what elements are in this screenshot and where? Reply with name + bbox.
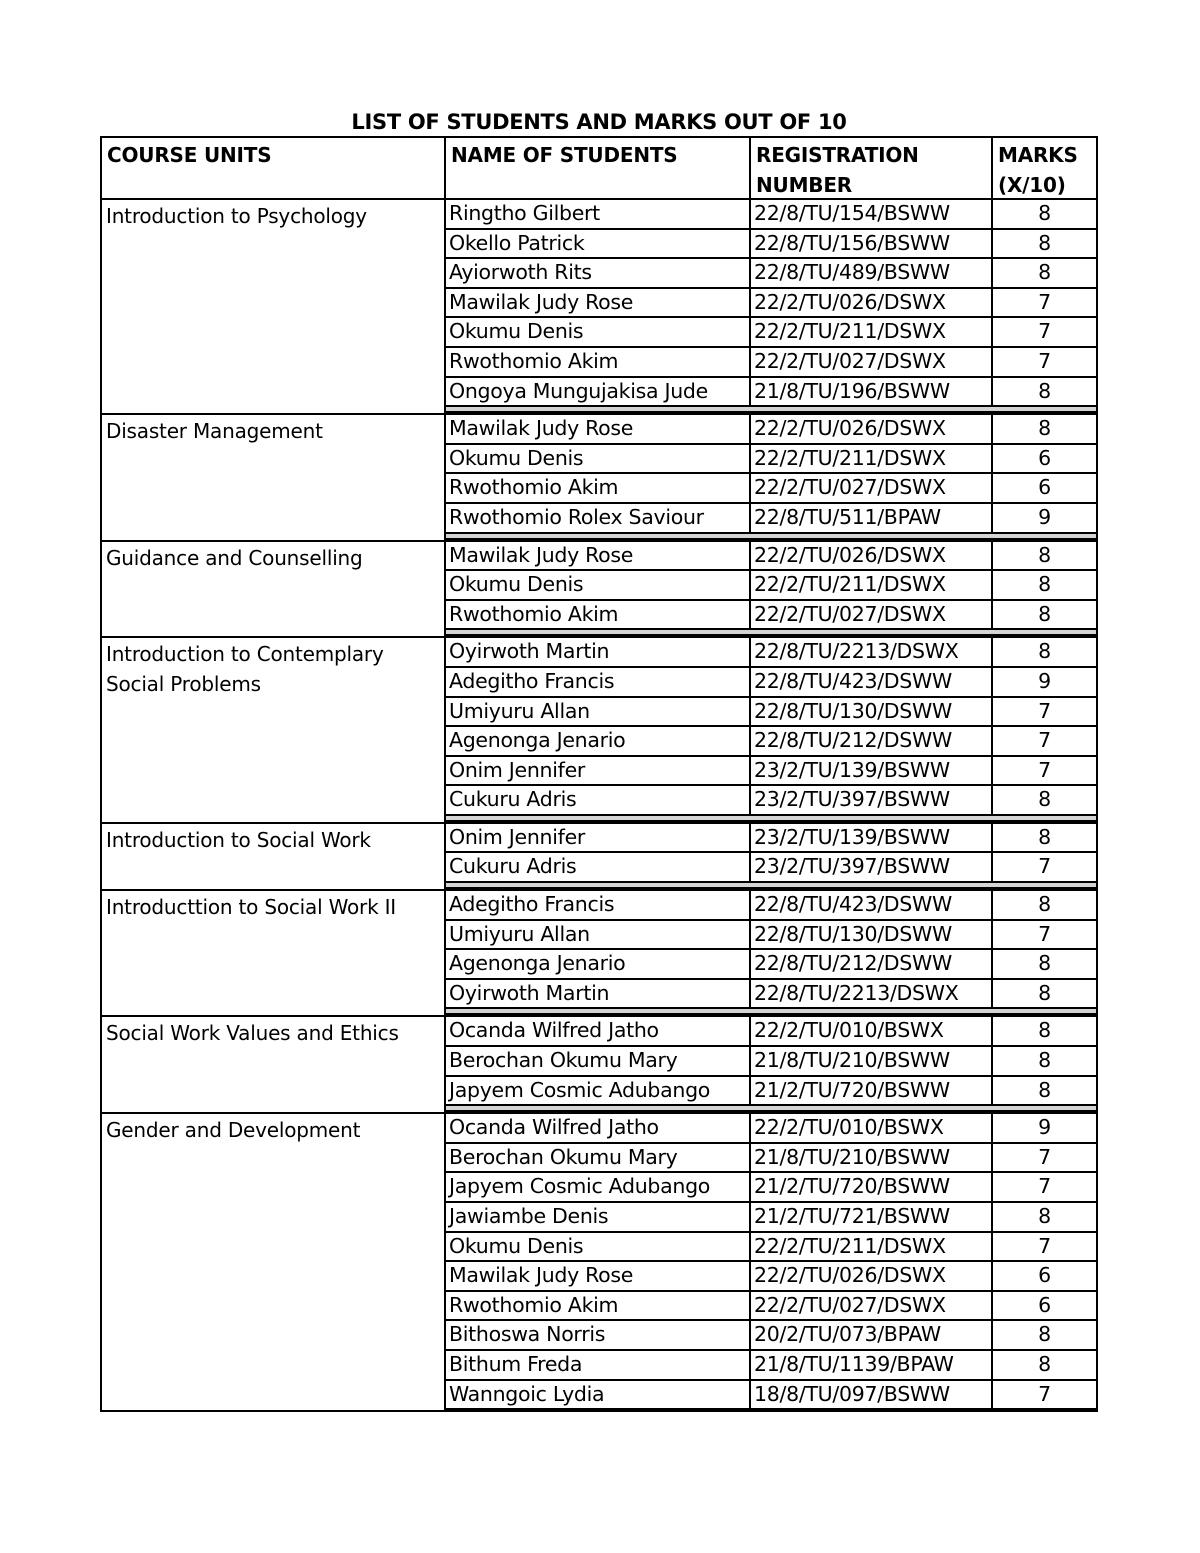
registration-number-cell: 22/8/TU/130/DSWW xyxy=(751,698,993,726)
student-rows xyxy=(446,1114,1096,1410)
student-name-cell: Japyem Cosmic Adubango xyxy=(446,1077,751,1105)
registration-number-cell: 22/8/TU/156/BSWW xyxy=(751,230,993,258)
table-row xyxy=(446,668,1096,698)
mark-cell: 8 xyxy=(1038,639,1051,664)
group-separator-row xyxy=(446,630,1096,636)
table-row xyxy=(446,601,1096,631)
mark-cell: 8 xyxy=(1038,542,1051,567)
mark-cell: 8 xyxy=(1038,892,1051,917)
student-name-cell: Mawilak Judy Rose xyxy=(446,415,751,443)
table-row xyxy=(446,378,1096,408)
student-name-cell: Onim Jennifer xyxy=(446,824,751,852)
mark-cell: 8 xyxy=(1038,1204,1051,1228)
mark-cell: 7 xyxy=(1038,1233,1051,1258)
table-row xyxy=(446,727,1096,757)
group-separator-row xyxy=(446,534,1096,540)
course-group xyxy=(102,415,1096,541)
student-name-cell: Ayiorwoth Rits xyxy=(446,259,751,287)
registration-number-cell: 21/8/TU/1139/BPAW xyxy=(751,1351,993,1379)
table-row xyxy=(446,1351,1096,1381)
registration-number-cell: 23/2/TU/397/BSWW xyxy=(751,786,993,814)
mark-cell: 9 xyxy=(1038,668,1051,693)
registration-number-cell: 22/2/TU/010/BSWX xyxy=(751,1017,993,1045)
student-name-cell: Rwothomio Akim xyxy=(446,1292,751,1320)
student-name-cell: Jawiambe Denis xyxy=(446,1203,751,1231)
student-name-cell: Ringtho Gilbert xyxy=(446,200,751,228)
mark-cell: 7 xyxy=(1038,854,1051,879)
mark-cell: 7 xyxy=(1038,319,1051,344)
course-group xyxy=(102,1114,1096,1410)
table-row xyxy=(446,950,1096,980)
student-name-cell: Okumu Denis xyxy=(446,445,751,473)
course-group xyxy=(102,542,1096,639)
table-row xyxy=(446,259,1096,289)
registration-number-cell: 22/8/TU/511/BPAW xyxy=(751,504,993,532)
group-separator-row xyxy=(446,1009,1096,1015)
table-row xyxy=(446,230,1096,260)
student-name-cell: Wanngoic Lydia xyxy=(446,1381,751,1409)
table-row xyxy=(446,1262,1096,1292)
student-rows xyxy=(446,200,1096,413)
registration-number-cell: 21/2/TU/720/BSWW xyxy=(751,1173,993,1201)
table-row xyxy=(446,1077,1096,1107)
student-rows xyxy=(446,638,1096,822)
group-separator-row xyxy=(446,407,1096,413)
mark-cell: 8 xyxy=(1038,1077,1051,1102)
course-group xyxy=(102,1017,1096,1114)
student-name-cell: Berochan Okumu Mary xyxy=(446,1047,751,1075)
mark-cell: 7 xyxy=(1038,921,1051,946)
mark-cell: 7 xyxy=(1038,1144,1051,1169)
mark-cell: 6 xyxy=(1038,1292,1051,1317)
table-row xyxy=(446,289,1096,319)
student-name-cell: Japyem Cosmic Adubango xyxy=(446,1173,751,1201)
mark-cell: 7 xyxy=(1038,728,1051,753)
mark-cell: 6 xyxy=(1038,445,1051,470)
mark-cell: 7 xyxy=(1038,757,1051,782)
student-name-cell: Okumu Denis xyxy=(446,318,751,346)
table-row xyxy=(446,1203,1096,1233)
table-row xyxy=(446,474,1096,504)
registration-number-cell: 22/8/TU/489/BSWW xyxy=(751,259,993,287)
student-name-cell: Oyirwoth Martin xyxy=(446,980,751,1008)
student-name-cell: Cukuru Adris xyxy=(446,853,751,881)
mark-cell: 8 xyxy=(1038,980,1051,1005)
course-unit-cell: Social Work Values and Ethics xyxy=(102,1017,446,1112)
header-marks: MARKS (X/10) xyxy=(998,143,1078,197)
course-unit-cell: Gender and Development xyxy=(102,1114,446,1410)
registration-number-cell: 22/8/TU/2213/DSWX xyxy=(751,980,993,1008)
registration-number-cell: 22/2/TU/211/DSWX xyxy=(751,445,993,473)
header-registration-number: REGISTRATION NUMBER xyxy=(751,138,993,200)
mark-cell: 8 xyxy=(1038,1048,1051,1073)
registration-number-cell: 22/2/TU/211/DSWX xyxy=(751,571,993,599)
registration-number-cell: 21/2/TU/720/BSWW xyxy=(751,1077,993,1105)
registration-number-cell: 21/8/TU/196/BSWW xyxy=(751,378,993,406)
table-row xyxy=(446,698,1096,728)
student-name-cell: Mawilak Judy Rose xyxy=(446,289,751,317)
student-name-cell: Onim Jennifer xyxy=(446,757,751,785)
course-group xyxy=(102,891,1096,1017)
student-name-cell: Bithum Freda xyxy=(446,1351,751,1379)
table-row xyxy=(446,1017,1096,1047)
student-name-cell: Umiyuru Allan xyxy=(446,698,751,726)
registration-number-cell: 22/2/TU/027/DSWX xyxy=(751,1292,993,1320)
registration-number-cell: 23/2/TU/139/BSWW xyxy=(751,824,993,852)
mark-cell: 8 xyxy=(1038,1322,1051,1347)
table-row xyxy=(446,1321,1096,1351)
student-name-cell: Oyirwoth Martin xyxy=(446,638,751,666)
course-groups xyxy=(102,200,1096,1410)
student-name-cell: Ongoya Mungujakisa Jude xyxy=(446,378,751,406)
table-row xyxy=(446,638,1096,668)
student-name-cell: Berochan Okumu Mary xyxy=(446,1144,751,1172)
mark-cell: 8 xyxy=(1038,416,1051,441)
registration-number-cell: 22/2/TU/211/DSWX xyxy=(751,318,993,346)
registration-number-cell: 23/2/TU/397/BSWW xyxy=(751,853,993,881)
course-unit-cell: Disaster Management xyxy=(102,415,446,539)
table-row xyxy=(446,348,1096,378)
student-name-cell: Adegitho Francis xyxy=(446,668,751,696)
mark-cell: 9 xyxy=(1038,504,1051,529)
table-row xyxy=(446,757,1096,787)
table-row xyxy=(446,318,1096,348)
table-header-row xyxy=(102,138,1096,200)
course-group xyxy=(102,824,1096,891)
student-name-cell: Ocanda Wilfred Jatho xyxy=(446,1114,751,1142)
course-unit-cell: Introducttion to Social Work II xyxy=(102,891,446,1015)
table-row xyxy=(446,1292,1096,1322)
mark-cell: 6 xyxy=(1038,475,1051,500)
table-row xyxy=(446,786,1096,816)
table-row xyxy=(446,200,1096,230)
mark-cell: 8 xyxy=(1038,787,1051,812)
table-row xyxy=(446,1047,1096,1077)
registration-number-cell: 23/2/TU/139/BSWW xyxy=(751,757,993,785)
table-row xyxy=(446,853,1096,883)
table-row xyxy=(446,571,1096,601)
student-name-cell: Agenonga Jenario xyxy=(446,950,751,978)
table-row xyxy=(446,980,1096,1010)
table-row xyxy=(446,824,1096,854)
registration-number-cell: 22/8/TU/130/DSWW xyxy=(751,921,993,949)
mark-cell: 8 xyxy=(1038,601,1051,626)
registration-number-cell: 22/2/TU/026/DSWX xyxy=(751,415,993,443)
registration-number-cell: 22/2/TU/026/DSWX xyxy=(751,1262,993,1290)
table-row xyxy=(446,891,1096,921)
registration-number-cell: 22/2/TU/027/DSWX xyxy=(751,474,993,502)
table-row xyxy=(446,1381,1096,1411)
registration-number-cell: 22/8/TU/212/DSWW xyxy=(751,950,993,978)
mark-cell: 8 xyxy=(1038,824,1051,849)
table-row xyxy=(446,415,1096,445)
student-name-cell: Okumu Denis xyxy=(446,1233,751,1261)
registration-number-cell: 22/2/TU/026/DSWX xyxy=(751,289,993,317)
student-name-cell: Adegitho Francis xyxy=(446,891,751,919)
registration-number-cell: 22/8/TU/423/DSWW xyxy=(751,668,993,696)
mark-cell: 6 xyxy=(1038,1263,1051,1288)
table-row xyxy=(446,504,1096,534)
table-row xyxy=(446,1114,1096,1144)
mark-cell: 7 xyxy=(1038,1381,1051,1406)
registration-number-cell: 20/2/TU/073/BPAW xyxy=(751,1321,993,1349)
registration-number-cell: 18/8/TU/097/BSWW xyxy=(751,1381,993,1409)
mark-cell: 8 xyxy=(1038,1018,1051,1043)
registration-number-cell: 21/2/TU/721/BSWW xyxy=(751,1203,993,1231)
registration-number-cell: 22/2/TU/010/BSWX xyxy=(751,1114,993,1142)
student-name-cell: Umiyuru Allan xyxy=(446,921,751,949)
mark-cell: 8 xyxy=(1038,230,1051,255)
header-course-units: COURSE UNITS xyxy=(102,138,446,200)
student-name-cell: Okello Patrick xyxy=(446,230,751,258)
student-name-cell: Rwothomio Akim xyxy=(446,601,751,629)
students-marks-table xyxy=(100,136,1098,1412)
course-unit-cell: Guidance and Counselling xyxy=(102,542,446,637)
group-separator-row xyxy=(446,883,1096,889)
mark-cell: 7 xyxy=(1038,1174,1051,1199)
group-separator-row xyxy=(446,816,1096,822)
mark-cell: 9 xyxy=(1038,1115,1051,1140)
student-rows xyxy=(446,1017,1096,1112)
registration-number-cell: 22/8/TU/423/DSWW xyxy=(751,891,993,919)
student-name-cell: Cukuru Adris xyxy=(446,786,751,814)
mark-cell: 8 xyxy=(1038,260,1051,285)
registration-number-cell: 22/2/TU/027/DSWX xyxy=(751,348,993,376)
mark-cell: 8 xyxy=(1038,572,1051,597)
mark-cell: 7 xyxy=(1038,698,1051,723)
student-name-cell: Rwothomio Akim xyxy=(446,474,751,502)
student-name-cell: Mawilak Judy Rose xyxy=(446,542,751,570)
registration-number-cell: 22/8/TU/212/DSWW xyxy=(751,727,993,755)
table-row xyxy=(446,542,1096,572)
table-row xyxy=(446,445,1096,475)
header-name-of-students: NAME OF STUDENTS xyxy=(446,138,751,200)
student-name-cell: Mawilak Judy Rose xyxy=(446,1262,751,1290)
student-name-cell: Okumu Denis xyxy=(446,571,751,599)
group-separator-row xyxy=(446,1106,1096,1112)
table-row xyxy=(446,1233,1096,1263)
mark-cell: 8 xyxy=(1038,1351,1051,1376)
student-rows xyxy=(446,824,1096,889)
mark-cell: 7 xyxy=(1038,348,1051,373)
registration-number-cell: 21/8/TU/210/BSWW xyxy=(751,1047,993,1075)
course-group xyxy=(102,200,1096,415)
registration-number-cell: 22/8/TU/2213/DSWX xyxy=(751,638,993,666)
mark-cell: 7 xyxy=(1038,289,1051,314)
course-unit-cell: Introduction to Social Work xyxy=(102,824,446,889)
student-name-cell: Agenonga Jenario xyxy=(446,727,751,755)
student-name-cell: Rwothomio Rolex Saviour xyxy=(446,504,751,532)
table-row xyxy=(446,1173,1096,1203)
table-row xyxy=(446,1144,1096,1174)
mark-cell: 8 xyxy=(1038,951,1051,976)
student-name-cell: Ocanda Wilfred Jatho xyxy=(446,1017,751,1045)
mark-cell: 8 xyxy=(1038,201,1051,225)
registration-number-cell: 21/8/TU/210/BSWW xyxy=(751,1144,993,1172)
course-unit-cell: Introduction to Contemplary Social Problems xyxy=(102,638,446,822)
student-name-cell: Rwothomio Akim xyxy=(446,348,751,376)
registration-number-cell: 22/2/TU/026/DSWX xyxy=(751,542,993,570)
page-title: LIST OF STUDENTS AND MARKS OUT OF 10 xyxy=(351,110,847,134)
student-rows xyxy=(446,891,1096,1015)
table-row xyxy=(446,921,1096,951)
student-rows xyxy=(446,542,1096,637)
registration-number-cell: 22/2/TU/027/DSWX xyxy=(751,601,993,629)
student-rows xyxy=(446,415,1096,539)
registration-number-cell: 22/2/TU/211/DSWX xyxy=(751,1233,993,1261)
course-unit-cell: Introduction to Psychology xyxy=(102,200,446,413)
course-group xyxy=(102,638,1096,824)
registration-number-cell: 22/8/TU/154/BSWW xyxy=(751,200,993,228)
student-name-cell: Bithoswa Norris xyxy=(446,1321,751,1349)
mark-cell: 8 xyxy=(1038,378,1051,403)
